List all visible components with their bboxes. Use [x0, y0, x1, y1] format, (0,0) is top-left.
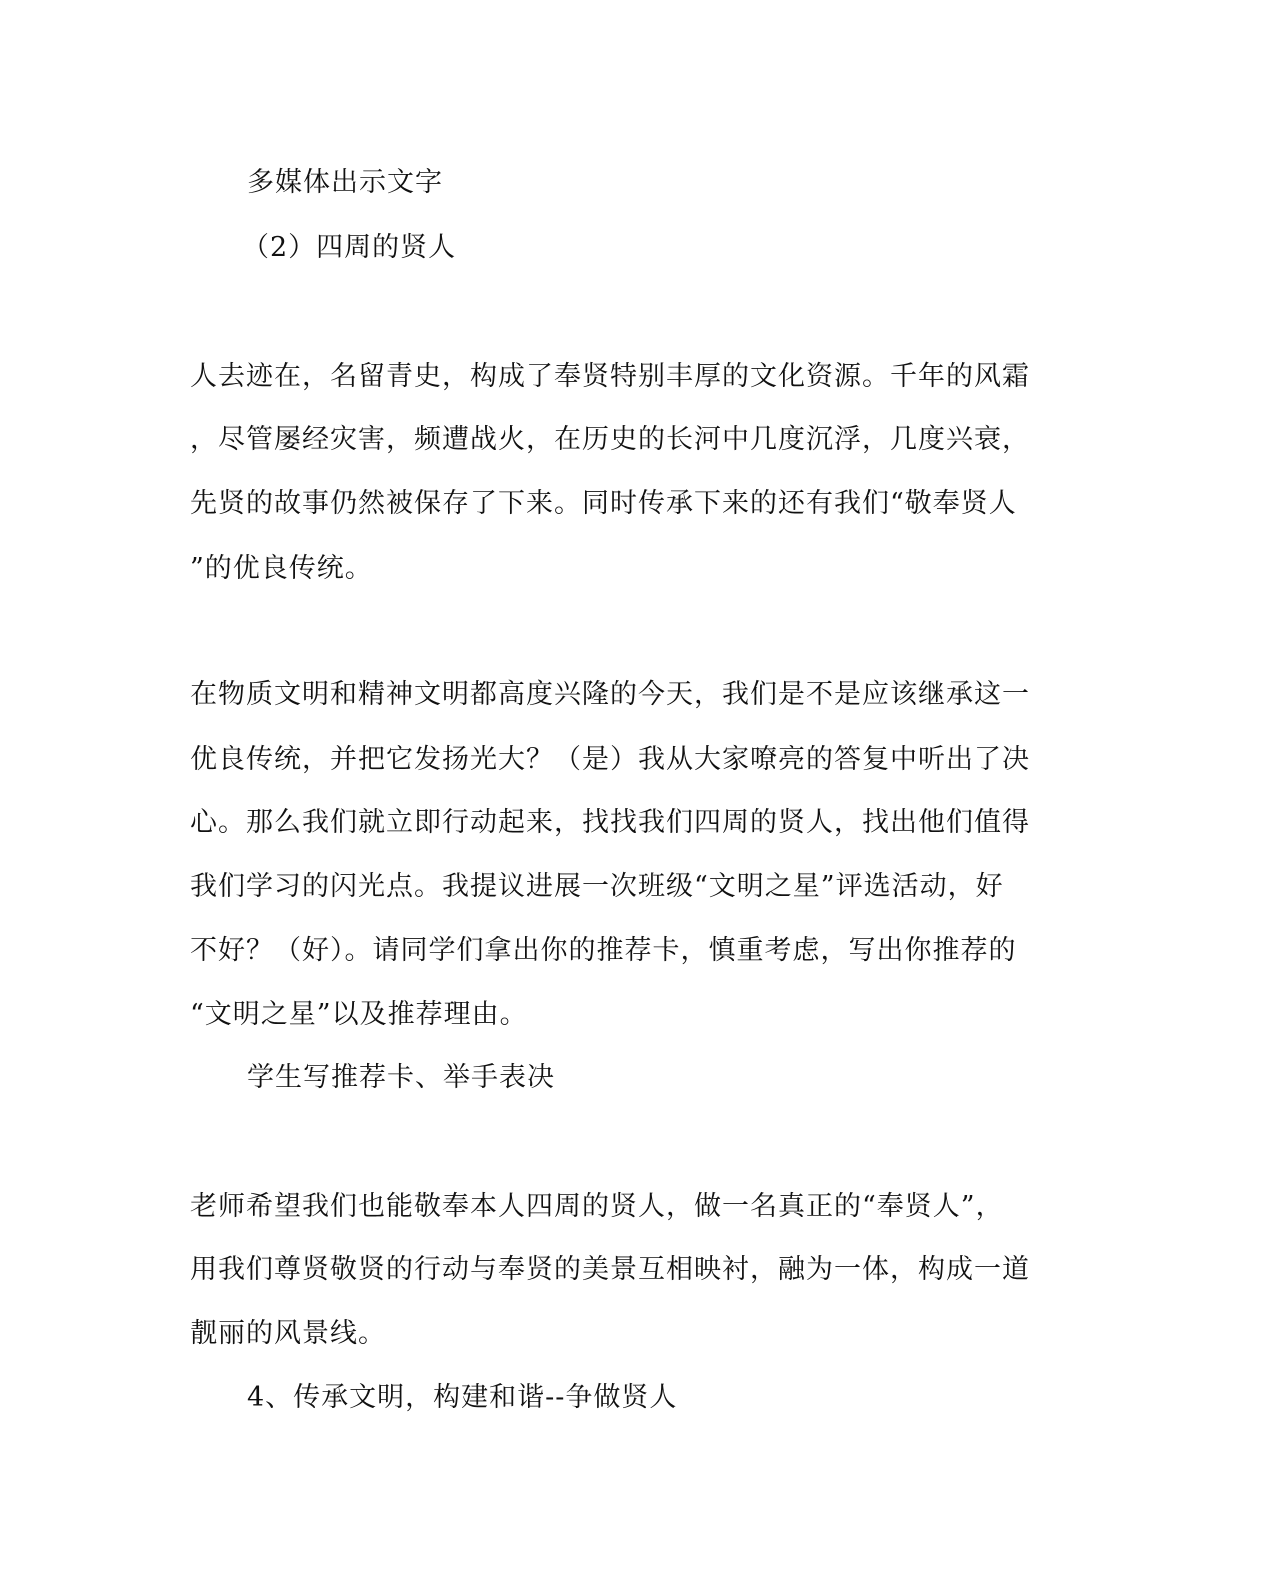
text-line-section-heading: 4、传承文明，构建和谐--争做贤人	[247, 1382, 678, 1413]
text-line-heading-multimedia: 多媒体出示文字	[247, 167, 443, 198]
text-line: ”的优良传统。	[190, 553, 373, 584]
text-line: 人去迹在，名留青史，构成了奉贤特别丰厚的文化资源。千年的风霜	[190, 361, 1030, 392]
text-line: 在物质文明和精神文明都高度兴隆的今天，我们是不是应该继承这一	[190, 679, 1030, 710]
text-line: 心。那么我们就立即行动起来，找找我们四周的贤人，找出他们值得	[190, 807, 1030, 838]
text-line: 老师希望我们也能敬奉本人四周的贤人，做一名真正的“奉贤人”，	[190, 1191, 1004, 1222]
text-line: ，尽管屡经灾害，频遭战火，在历史的长河中几度沉浮，几度兴衰，	[190, 424, 1030, 455]
text-line: 先贤的故事仍然被保存了下来。同时传承下来的还有我们“敬奉贤人	[190, 488, 1017, 519]
text-line: “文明之星”以及推荐理由。	[190, 999, 528, 1030]
text-line: 我们学习的闪光点。我提议进展一次班级“文明之星”评选活动，好	[190, 871, 1004, 902]
text-line: 靓丽的风景线。	[190, 1318, 386, 1349]
text-line: 不好？（好）。请同学们拿出你的推荐卡，慎重考虑，写出你推荐的	[190, 935, 1017, 966]
text-line-subheading-sages: （2）四周的贤人	[242, 232, 457, 263]
text-line: 用我们尊贤敬贤的行动与奉贤的美景互相映衬，融为一体，构成一道	[190, 1254, 1030, 1285]
text-line-student-activity: 学生写推荐卡、举手表决	[247, 1062, 555, 1093]
text-line: 优良传统，并把它发扬光大？（是）我从大家嘹亮的答复中听出了决	[190, 744, 1030, 775]
